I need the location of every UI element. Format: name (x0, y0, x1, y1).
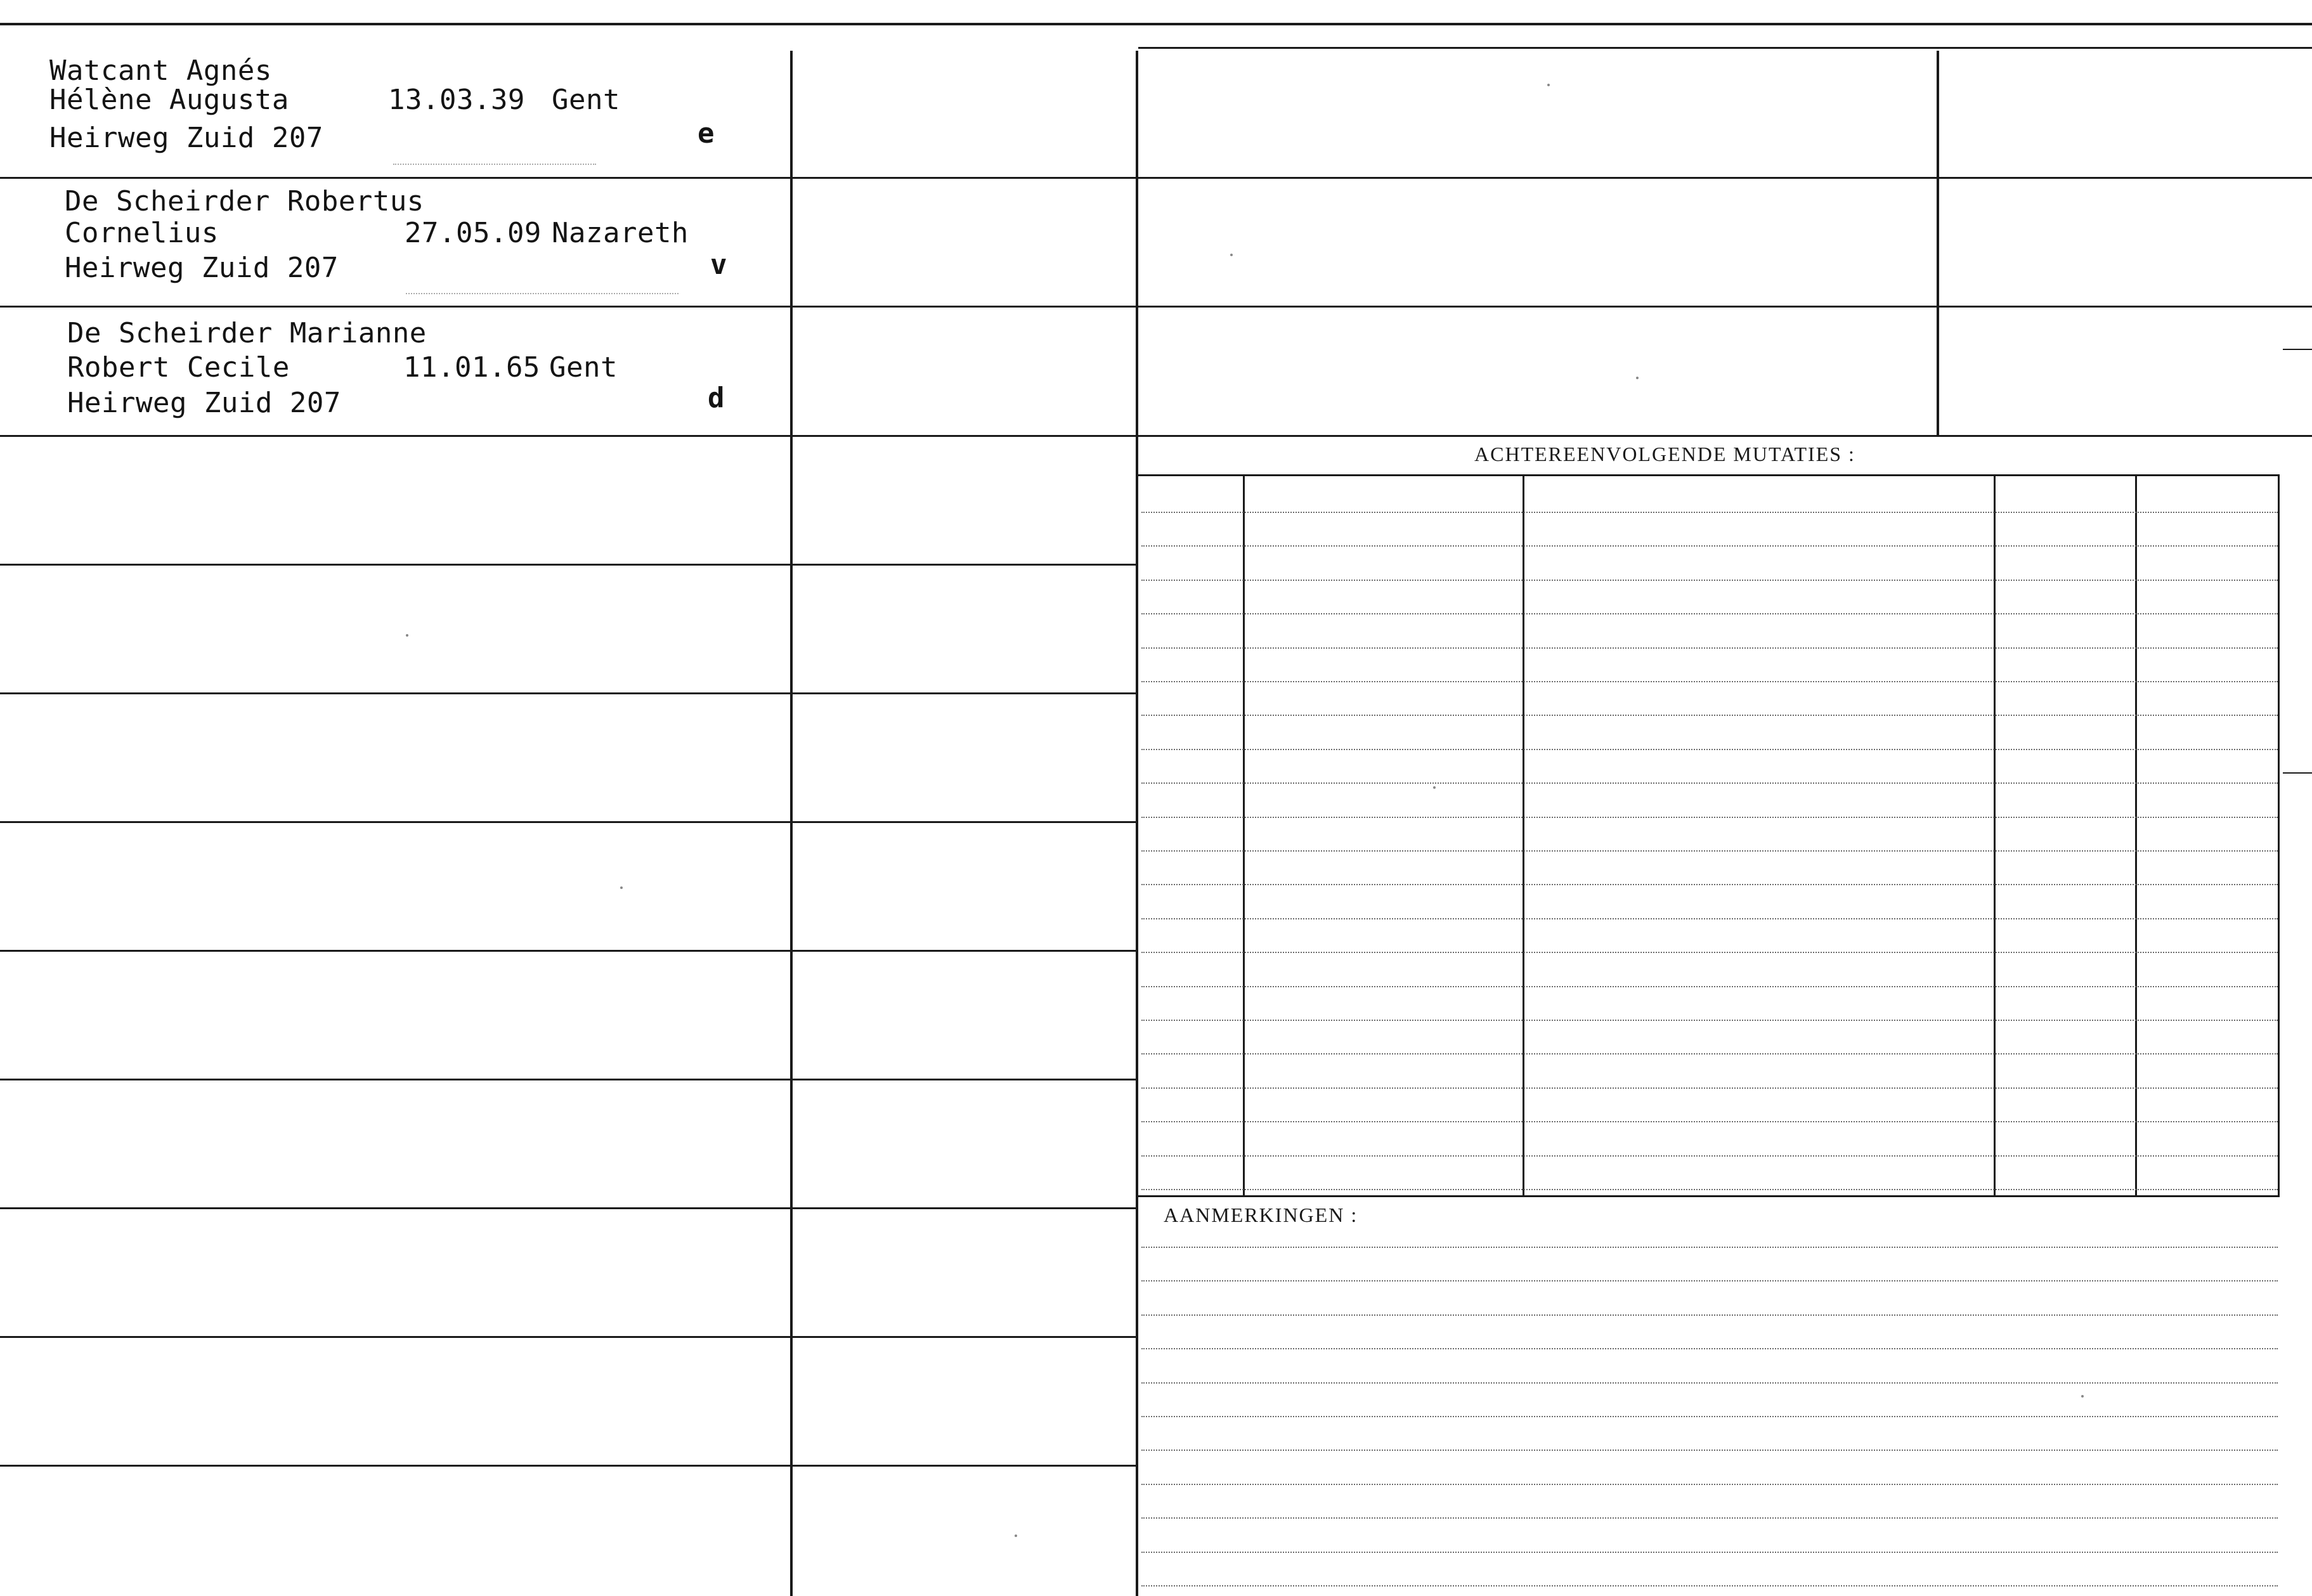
top-border (0, 23, 2312, 25)
remarks-heading: AANMERKINGEN : (1164, 1203, 1358, 1226)
person-name-line1: De Scheirder Marianne (67, 317, 427, 349)
right-upper-divider (1937, 51, 1939, 436)
mutations-ruled-line (1141, 986, 2278, 987)
mutations-ruled-line (1141, 817, 2278, 818)
mutations-ruled-line (1141, 580, 2278, 581)
mutations-ruled-line (1141, 952, 2278, 953)
mutations-ruled-line (1141, 681, 2278, 682)
row-divider (0, 692, 1136, 694)
person-name-line2: Robert Cecile (67, 351, 290, 384)
mutations-top-border (1138, 474, 2280, 476)
remarks-ruled-line (1141, 1280, 2278, 1281)
speck (2081, 1395, 2084, 1398)
mutations-ruled-line (1141, 1121, 2278, 1122)
remarks-ruled-line (1141, 1247, 2278, 1248)
person-birth-place: Gent (552, 84, 620, 116)
mutations-ruled-line (1141, 782, 2278, 784)
edge-mark (2283, 772, 2312, 774)
mutations-ruled-line (1141, 647, 2278, 649)
remarks-ruled-line (1141, 1416, 2278, 1417)
speck (1015, 1534, 1017, 1537)
person-birth-date: 11.01.65 (403, 351, 540, 384)
speck (1433, 786, 1436, 789)
row-divider (0, 435, 1136, 437)
left-col-divider (790, 51, 793, 1596)
right-row-divider (1138, 177, 2312, 179)
mutations-ruled-line (1141, 613, 2278, 614)
mutations-bottom-border (1138, 1195, 2280, 1197)
person-address: Heirweg Zuid 207 (49, 122, 323, 154)
row-divider (0, 1336, 1136, 1338)
person-relation-code: v (710, 249, 727, 281)
row-divider (0, 821, 1136, 823)
mutations-ruled-line (1141, 715, 2278, 716)
row-divider (0, 1465, 1136, 1467)
speck (1636, 377, 1639, 379)
mutations-ruled-line (1141, 1020, 2278, 1021)
right-row-divider (1138, 306, 2312, 308)
remarks-ruled-line (1141, 1552, 2278, 1553)
row-divider (0, 177, 1136, 179)
person-birth-date: 27.05.09 (405, 217, 542, 249)
person-relation-code: d (708, 382, 725, 414)
person-address: Heirweg Zuid 207 (65, 252, 339, 284)
person-name-line2: Cornelius (65, 217, 219, 249)
row-divider (0, 564, 1136, 566)
row-divider (0, 306, 1136, 308)
mutations-ruled-line (1141, 884, 2278, 885)
mutations-ruled-line (1141, 1155, 2278, 1157)
mutations-ruled-line (1141, 918, 2278, 919)
middle-divider (1136, 51, 1138, 1596)
remarks-ruled-line (1141, 1382, 2278, 1384)
person-name-line1: De Scheirder Robertus (65, 185, 424, 217)
remarks-ruled-line (1141, 1348, 2278, 1349)
mutations-ruled-line (1141, 1087, 2278, 1089)
speck (620, 886, 623, 889)
mutations-ruled-line (1141, 512, 2278, 513)
remarks-ruled-line (1141, 1484, 2278, 1485)
person-birth-place: Gent (549, 351, 618, 384)
mutations-heading: ACHTEREENVOLGENDE MUTATIES : (1474, 443, 1855, 465)
speck (406, 634, 408, 637)
top-border-right (1138, 47, 2312, 49)
mutations-ruled-line (1141, 545, 2278, 547)
person-birth-date: 13.03.39 (388, 84, 525, 116)
row-divider (0, 1207, 1136, 1209)
edge-mark (2283, 349, 2312, 350)
remarks-ruled-line (1141, 1585, 2278, 1586)
right-row-divider (1138, 435, 2312, 437)
person-address: Heirweg Zuid 207 (67, 387, 341, 419)
person-name-line1: Watcant Agnés (49, 55, 272, 87)
speck (1230, 254, 1233, 256)
row-divider (0, 1079, 1136, 1080)
person-birth-place: Nazareth (552, 217, 689, 249)
row-divider (0, 950, 1136, 952)
person-relation-code: e (698, 117, 715, 150)
smudge (406, 293, 679, 294)
speck (1547, 84, 1550, 86)
mutations-ruled-line (1141, 1189, 2278, 1190)
mutations-col-divider (2278, 474, 2280, 1195)
smudge (393, 164, 596, 165)
mutations-ruled-line (1141, 749, 2278, 750)
remarks-ruled-line (1141, 1517, 2278, 1519)
remarks-ruled-line (1141, 1314, 2278, 1316)
mutations-ruled-line (1141, 850, 2278, 852)
person-name-line2: Hélène Augusta (49, 84, 289, 116)
mutations-ruled-line (1141, 1053, 2278, 1054)
remarks-ruled-line (1141, 1450, 2278, 1451)
